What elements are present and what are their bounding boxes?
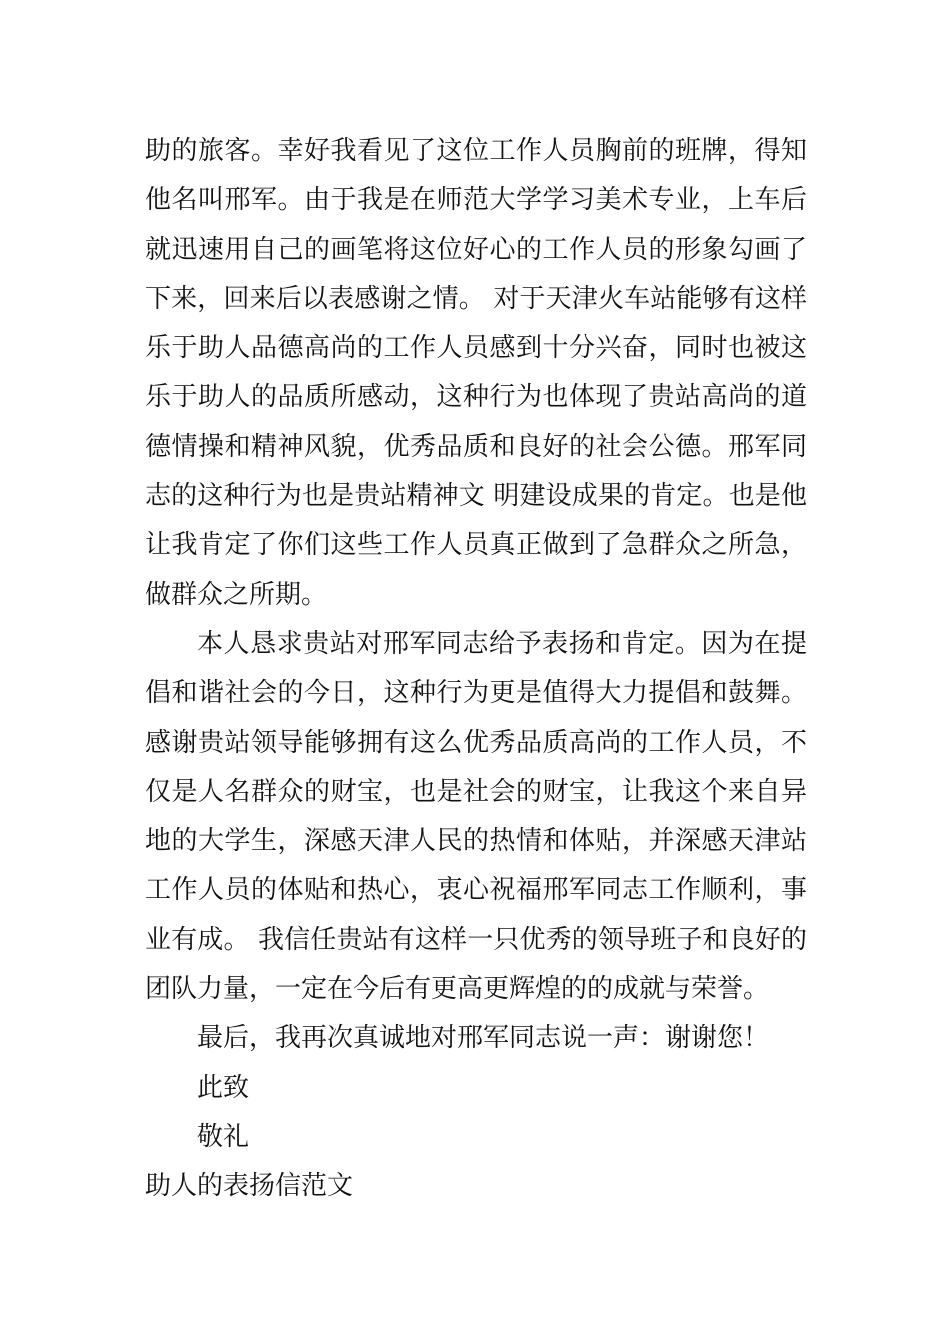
footer-title: 助人的表扬信范文 (145, 1171, 354, 1202)
text-line: 团队力量，一定在今后有更高更辉煌的的成就与荣誉。 (145, 974, 770, 1005)
paragraph-1 (145, 127, 807, 620)
text-line: 就迅速用自己的画笔将这位好心的工作人员的形象勾画了 (145, 234, 807, 265)
paragraph-2 (145, 620, 807, 1014)
text-line: 地的大学生，深感天津人民的热情和体贴，并深感天津站 (145, 826, 807, 857)
text-line: 德情操和精神风貌，优秀品质和良好的社会公德。邢军同 (145, 431, 807, 462)
salutation-jingli: 敬礼 (197, 1121, 250, 1152)
text-line: 仅是人名群众的财宝，也是社会的财宝，让我这个来自异 (145, 776, 807, 807)
salutation-cizhi: 此致 (197, 1072, 250, 1103)
text-line: 业有成。 我信任贵站有这样一只优秀的领导班子和良好的 (145, 924, 807, 955)
letter-body (145, 127, 807, 1212)
text-line: 本人恳求贵站对邢军同志给予表扬和肯定。因为在提 (197, 628, 807, 659)
text-line: 助的旅客。幸好我看见了这位工作人员胸前的班牌，得知 (145, 136, 807, 166)
closing-line: 最后，我再次真诚地对邢军同志说一声：谢谢您！ (197, 1023, 770, 1054)
text-line: 倡和谐社会的今日，这种行为更是值得大力提倡和鼓舞。 (145, 678, 807, 709)
text-line: 让我肯定了你们这些工作人员真正做到了急群众之所急， (145, 530, 807, 561)
text-line: 乐于助人的品质所感动，这种行为也体现了贵站高尚的道 (145, 382, 807, 413)
text-line: 志的这种行为也是贵站精神文 明建设成果的肯定。也是他 (145, 481, 807, 512)
text-line: 感谢贵站领导能够拥有这么优秀品质高尚的工作人员，不 (145, 727, 807, 758)
text-line: 工作人员的体贴和热心，衷心祝福邢军同志工作顺利，事 (145, 875, 807, 906)
text-line: 乐于助人品德高尚的工作人员感到十分兴奋，同时也被这 (145, 333, 807, 364)
text-line: 下来，回来后以表感谢之情。 对于天津火车站能够有这样 (145, 283, 807, 314)
text-line: 他名叫邢军。由于我是在师范大学学习美术专业，上车后 (145, 185, 807, 216)
text-line: 做群众之所期。 (145, 579, 328, 610)
